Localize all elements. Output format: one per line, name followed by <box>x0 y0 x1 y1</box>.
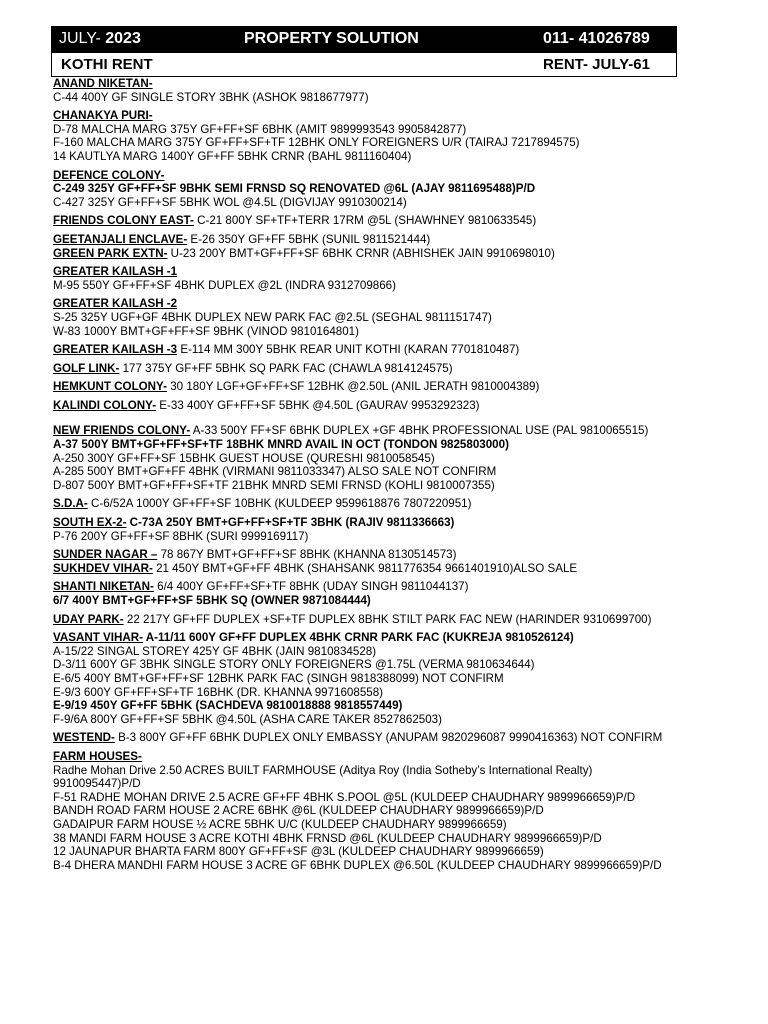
section-heading: GREEN PARK EXTN- <box>53 246 168 260</box>
listing-line: 9910095447)P/D <box>53 777 141 791</box>
listings-content <box>53 77 765 872</box>
section-heading: KALINDI COLONY- <box>53 398 157 412</box>
category-label: KOTHI RENT <box>61 56 153 73</box>
section-vasant-vihar <box>53 631 765 726</box>
date-label <box>59 30 141 48</box>
listing-text: B-3 800Y GF+FF 6BHK DUPLEX ONLY EMBASSY (ANUPAM 9820296087 9990416363) NOT CONFIRM <box>114 731 663 745</box>
listing-text-highlight: C-73A 250Y BMT+GF+FF+SF+TF 3BHK (RAJIV 9811336663) <box>126 516 455 530</box>
listing-line: D-3/11 600Y GF 3BHK SINGLE STORY ONLY FOREIGNERS @1.75L (VERMA 9810634644) <box>53 658 535 672</box>
section-golf-link <box>53 362 765 376</box>
listing-line: D-78 MALCHA MARG 375Y GF+FF+SF 6BHK (AMIT 9899993543 9905842877) <box>53 122 467 136</box>
listing-line: 38 MANDI FARM HOUSE 3 ACRE KOTHI 4BHK FRNSD @6L (KULDEEP CHAUDHARY 9899966659)P/D <box>53 831 602 845</box>
listing-text: E-114 MM 300Y 5BHK REAR UNIT KOTHI (KARAN 7701810487) <box>177 343 520 357</box>
listing-text: U-23 200Y BMT+GF+FF+SF 6BHK CRNR (ABHISHEK JAIN 9910698010) <box>167 246 555 260</box>
listing-line: E-9/3 600Y GF+FF+SF+TF 16BHK (DR. KHANNA 9971608558) <box>53 685 384 699</box>
section-westend <box>53 731 765 745</box>
section-heading: SUNDER NAGAR – <box>53 548 158 562</box>
listing-line: GADAIPUR FARM HOUSE ½ ACRE 5BHK U/C (KULDEEP CHAUDHARY 9899966659) <box>53 817 507 831</box>
listing-line: C-44 400Y GF SINGLE STORY 3BHK (ASHOK 9818677977) <box>53 90 369 104</box>
section-heading: GREATER KAILASH -1 <box>53 265 178 279</box>
section-heading: SHANTI NIKETAN- <box>53 580 154 594</box>
section-greater-kailash-1 <box>53 265 765 292</box>
company-name: PROPERTY SOLUTION <box>244 30 419 47</box>
section-heading: ANAND NIKETAN- <box>53 77 153 90</box>
section-heading: FRIENDS COLONY EAST- <box>53 214 194 228</box>
listing-line-highlight: E-9/19 450Y GF+FF 5BHK (SACHDEVA 9810018888 9818557449) <box>53 699 403 713</box>
listing-line: M-95 550Y GF+FF+SF 4BHK DUPLEX @2L (INDRA 9312709866) <box>53 278 396 292</box>
section-farm-houses <box>53 750 765 872</box>
listing-text: 78 867Y BMT+GF+FF+SF 8BHK (KHANNA 8130514573) <box>157 548 457 562</box>
listing-line: D-807 500Y BMT+GF+FF+SF+TF 21BHK MNRD SEMI FRNSD (KOHLI 9810007355) <box>53 478 495 492</box>
section-friends-colony-east <box>53 214 765 228</box>
section-chanakya-puri <box>53 109 765 163</box>
listing-text: C-6/52A 1000Y GF+FF+SF 10BHK (KULDEEP 9599618876 7807220951) <box>87 497 472 511</box>
section-heading: SOUTH EX-2- <box>53 516 127 530</box>
section-green-park-extn <box>53 247 765 261</box>
listing-text: E-33 400Y GF+FF+SF 5BHK @4.50L (GAURAV 9953292323) <box>156 398 480 412</box>
title-bar <box>51 26 677 52</box>
listing-text-highlight: A-11/11 600Y GF+FF DUPLEX 4BHK CRNR PARK FAC (KUKREJA 9810526124) <box>142 631 574 645</box>
section-new-friends-colony <box>53 424 765 492</box>
section-sda <box>53 497 765 511</box>
listing-line-highlight: 6/7 400Y BMT+GF+FF+SF 5BHK SQ (OWNER 9871084444) <box>53 594 371 607</box>
listing-line: Radhe Mohan Drive 2.50 ACRES BUILT FARMHOUSE (Aditya Roy (India Sotheby’s International Realty) <box>53 763 593 777</box>
year-text: 2023 <box>105 30 141 47</box>
section-heading: UDAY PARK- <box>53 612 124 626</box>
section-heading: GEETANJALI ENCLAVE- <box>53 232 188 246</box>
listing-line: C-427 325Y GF+FF+SF 5BHK WOL @4.5L (DIGVIJAY 9910300214) <box>53 195 407 209</box>
section-greater-kailash-2 <box>53 297 765 338</box>
subtitle-bar <box>51 52 677 77</box>
listing-line: F-9/6A 800Y GF+FF+SF 5BHK @4.50L (ASHA CARE TAKER 8527862503) <box>53 712 442 726</box>
section-heading: HEMKUNT COLONY- <box>53 380 168 394</box>
section-heading: GOLF LINK- <box>53 361 120 375</box>
listing-line-highlight: A-37 500Y BMT+GF+FF+SF+TF 18BHK MNRD AVAIL IN OCT (TONDON 9825803000) <box>53 438 509 452</box>
section-hemkunt-colony <box>53 380 765 394</box>
listing-line: A-285 500Y BMT+GF+FF 4BHK (VIRMANI 9811033347) ALSO SALE NOT CONFIRM <box>53 465 497 479</box>
listing-line: 14 KAUTLYA MARG 1400Y GF+FF 5BHK CRNR (BAHL 9811160404) <box>53 149 412 163</box>
section-heading: VASANT VIHAR- <box>53 631 143 645</box>
section-heading: NEW FRIENDS COLONY- <box>53 424 191 438</box>
listing-text: C-21 800Y SF+TF+TERR 17RM @5L (SHAWHNEY 9810633545) <box>193 214 537 228</box>
section-shanti-niketan <box>53 580 765 607</box>
section-heading: WESTEND- <box>53 731 115 745</box>
listing-line: S-25 325Y UGF+GF 4BHK DUPLEX NEW PARK FAC @2.5L (SEGHAL 9811151747) <box>53 310 492 324</box>
listing-line: P-76 200Y GF+FF+SF 8BHK (SURI 9999169117) <box>53 529 309 543</box>
listing-line: W-83 1000Y BMT+GF+FF+SF 9BHK (VINOD 9810164801) <box>53 324 359 338</box>
listing-text: 6/4 400Y GF+FF+SF+TF 8BHK (UDAY SINGH 9811044137) <box>153 580 469 594</box>
section-heading: CHANAKYA PURI- <box>53 109 153 123</box>
rent-code-label: RENT- JULY-61 <box>543 56 650 73</box>
section-greater-kailash-3 <box>53 343 765 357</box>
section-sunder-nagar <box>53 548 765 562</box>
section-heading: GREATER KAILASH -3 <box>53 343 178 357</box>
section-heading: S.D.A- <box>53 497 88 511</box>
section-kalindi-colony <box>53 399 765 413</box>
section-anand-niketan <box>53 77 765 104</box>
phone-number: 011- 41026789 <box>543 30 650 47</box>
listing-text: 177 375Y GF+FF 5BHK SQ PARK FAC (CHAWLA 9814124575) <box>119 361 453 375</box>
listing-line-highlight: C-249 325Y GF+FF+SF 9BHK SEMI FRNSD SQ RENOVATED @6L (AJAY 9811695488)P/D <box>53 182 536 196</box>
listing-line: E-6/5 400Y BMT+GF+FF+SF 12BHK PARK FAC (SINGH 9818388099) NOT CONFIRM <box>53 671 504 685</box>
section-heading: FARM HOUSES- <box>53 749 142 763</box>
section-heading: SUKHDEV VIHAR- <box>53 561 153 575</box>
month-text: JULY- <box>59 30 101 47</box>
listing-line: F-160 MALCHA MARG 375Y GF+FF+SF+TF 12BHK ONLY FOREIGNERS U/R (TAIRAJ 7217894575) <box>53 136 580 150</box>
section-geetanjali-enclave <box>53 233 765 247</box>
listing-line: B-4 DHERA MANDHI FARM HOUSE 3 ACRE GF 6BHK DUPLEX @6.50L (KULDEEP CHAUDHARY 9899966659)P/D <box>53 858 662 872</box>
listing-text: 21 450Y BMT+GF+FF 4BHK (SHAHSANK 9811776354 9661401910)ALSO SALE <box>152 561 578 575</box>
section-uday-park <box>53 613 765 627</box>
listing-text: A-33 500Y FF+SF 6BHK DUPLEX +GF 4BHK PROFESSIONAL USE (PAL 9810065515) <box>190 424 649 438</box>
section-heading: DEFENCE COLONY- <box>53 168 165 182</box>
listing-line: 12 JAUNAPUR BHARTA FARM 800Y GF+FF+SF @3L (KULDEEP CHAUDHARY 9899966659) <box>53 845 544 859</box>
listing-line: A-250 300Y GF+FF+SF 15BHK GUEST HOUSE (QURESHI 9810058545) <box>53 451 435 465</box>
section-heading: GREATER KAILASH -2 <box>53 297 178 311</box>
section-south-ex-2 <box>53 516 765 543</box>
listing-text: 30 180Y LGF+GF+FF+SF 12BHK @2.50L (ANIL JERATH 9810004389) <box>167 380 540 394</box>
listing-line: A-15/22 SINGAL STOREY 425Y GF 4BHK (JAIN 9810834528) <box>53 644 377 658</box>
section-sukhdev-vihar <box>53 562 765 576</box>
listing-line: F-51 RADHE MOHAN DRIVE 2.5 ACRE GF+FF 4BHK S.POOL @5L (KULDEEP CHAUDHARY 9899966659)P/D <box>53 790 636 804</box>
listing-text: E-26 350Y GF+FF 5BHK (SUNIL 9811521444) <box>187 232 431 246</box>
section-defence-colony <box>53 169 765 210</box>
listing-line: BANDH ROAD FARM HOUSE 2 ACRE 6BHK @6L (KULDEEP CHAUDHARY 9899966659)P/D <box>53 804 544 818</box>
listing-text: 22 217Y GF+FF DUPLEX +SF+TF DUPLEX 8BHK STILT PARK FAC NEW (HARINDER 9310699700) <box>123 612 652 626</box>
